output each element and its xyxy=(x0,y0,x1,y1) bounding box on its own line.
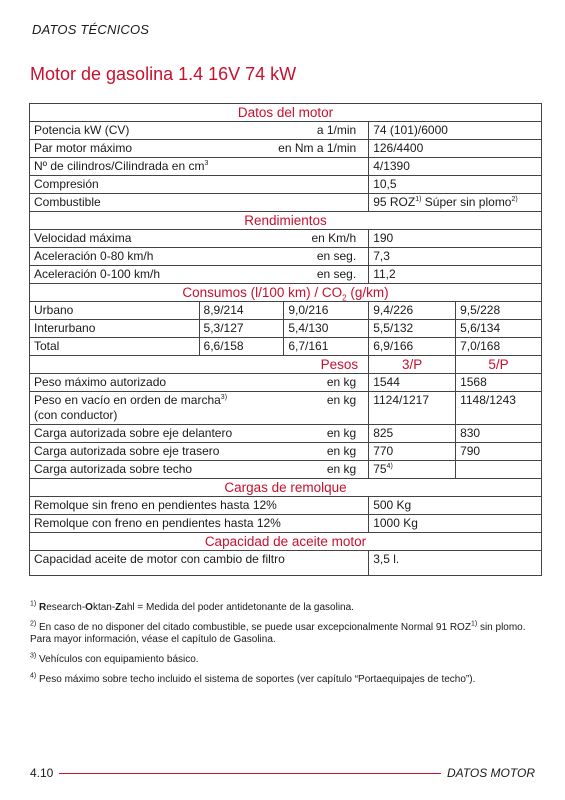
row-value: 770 xyxy=(369,443,456,461)
table-row xyxy=(30,374,542,392)
table-row xyxy=(30,515,542,533)
row-value: 95 ROZ$^{1)}$ Súper sin plomo$^{2)}$ xyxy=(369,194,542,212)
section-heading-weights: Pesos xyxy=(30,356,369,374)
table-row xyxy=(30,176,542,194)
footer-rule xyxy=(59,773,441,774)
table-row xyxy=(30,158,542,176)
row-value: 7,0/168 xyxy=(456,338,542,356)
column-header-5p: 5/P xyxy=(456,356,542,374)
table-row xyxy=(30,122,542,140)
table-row xyxy=(30,320,542,338)
row-value xyxy=(456,461,542,479)
section-heading-towing: Cargas de remolque xyxy=(30,479,542,497)
row-value: 74 (101)/6000 xyxy=(369,122,542,140)
section-heading-consumption: Consumos (l/100 $km) / CO_2$ (g/km) xyxy=(30,284,542,302)
row-value: 6,7/161 xyxy=(284,338,369,356)
column-header-3p: 3/P xyxy=(369,356,456,374)
row-value: 8,9/214 xyxy=(199,302,284,320)
row-label: Aceleración 0-80 km/h en seg. xyxy=(30,248,369,266)
row-value: 500 Kg xyxy=(369,497,542,515)
page-number: 4.10 xyxy=(30,766,54,780)
row-label: Carga autorizada sobre techo en kg xyxy=(30,461,369,479)
row-value: 126/4400 xyxy=(369,140,542,158)
table-row xyxy=(30,443,542,461)
row-value: 825 xyxy=(369,425,456,443)
section-heading-engine: Datos del motor xyxy=(30,104,542,122)
row-label: Peso máximo autorizado en kg xyxy=(30,374,369,392)
row-value: 9,0/216 xyxy=(284,302,369,320)
footnote: $^{2)}$ En caso de no disponer del citado combustible, se puede usar excepcionalmente Normal 91 ROZ$^{1)}$ sin plomo. Para mayor información, véase el capítulo de Gasolina. xyxy=(30,620,526,645)
row-value: 9,5/228 xyxy=(456,302,542,320)
row-label: Aceleración 0-100 km/h en seg. xyxy=(30,266,369,284)
section-row-towing xyxy=(30,479,542,497)
footnote: $^{1)}$ Research-Oktan-Zahl = Medida del poder antidetonante de la gasolina. xyxy=(30,600,354,613)
table-row xyxy=(30,266,542,284)
row-value: 3,5 l. xyxy=(369,551,542,576)
row-value: 1000 Kg xyxy=(369,515,542,533)
section-row-consumption xyxy=(30,284,542,302)
row-label: Carga autorizada sobre eje delantero en kg xyxy=(30,425,369,443)
row-value: 7,3 xyxy=(369,248,542,266)
table-row xyxy=(30,338,542,356)
table-row xyxy=(30,392,542,425)
footer-section: DATOS MOTOR xyxy=(446,766,535,780)
row-value: 6,6/158 xyxy=(199,338,284,356)
table-row xyxy=(30,140,542,158)
row-value: 190 xyxy=(369,230,542,248)
row-value: 4/1390 xyxy=(369,158,542,176)
row-label: Par motor máximo en Nm a 1/min xyxy=(30,140,369,158)
row-label: Interurbano xyxy=(30,320,200,338)
row-value: 10,5 xyxy=(369,176,542,194)
row-value: 830 xyxy=(456,425,542,443)
page-footer xyxy=(30,766,535,780)
section-row-performance xyxy=(30,212,542,230)
row-value: 5,6/134 xyxy=(456,320,542,338)
section-heading-oil: Capacidad de aceite motor xyxy=(30,533,542,551)
row-label: Total xyxy=(30,338,200,356)
table-row xyxy=(30,248,542,266)
section-row-engine xyxy=(30,104,542,122)
row-label: Remolque con freno en pendientes hasta 12% xyxy=(30,515,369,533)
table-row xyxy=(30,497,542,515)
row-value: 5,4/130 xyxy=(284,320,369,338)
section-heading-performance: Rendimientos xyxy=(30,212,542,230)
row-value: 9,4/226 xyxy=(369,302,456,320)
row-value: 5,5/132 xyxy=(369,320,456,338)
row-label: Urbano xyxy=(30,302,200,320)
row-value: 1568 xyxy=(456,374,542,392)
spec-table xyxy=(29,103,542,576)
row-value: 790 xyxy=(456,443,542,461)
row-label: Nº de cilindros/Cilindrada en $cm^3$ xyxy=(30,158,369,176)
row-value: 11,2 xyxy=(369,266,542,284)
row-label: Peso en vacío en orden de marcha$^{3)}$ en kg (con conductor) xyxy=(30,392,369,425)
row-label: Compresión xyxy=(30,176,369,194)
row-value: 1544 xyxy=(369,374,456,392)
row-value: 1148/1243 xyxy=(456,392,542,425)
footnote: $^{3)}$ Vehículos con equipamiento básico. xyxy=(30,652,199,665)
section-row-weights xyxy=(30,356,542,374)
row-label: Capacidad aceite de motor con cambio de filtro xyxy=(30,551,369,576)
header-section-title: DATOS TÉCNICOS xyxy=(32,22,150,37)
row-label: Carga autorizada sobre eje trasero en kg xyxy=(30,443,369,461)
table-row xyxy=(30,425,542,443)
row-label: Remolque sin freno en pendientes hasta 12% xyxy=(30,497,369,515)
row-value: 5,3/127 xyxy=(199,320,284,338)
table-row xyxy=(30,302,542,320)
table-row xyxy=(30,551,542,576)
row-value: 1124/1217 xyxy=(369,392,456,425)
table-row xyxy=(30,461,542,479)
page-title: Motor de gasolina 1.4 16V 74 kW xyxy=(30,64,297,84)
footnote: $^{4)}$ Peso máximo sobre techo incluido el sistema de soportes (ver capítulo “Portaequipajes de techo”). xyxy=(30,672,476,685)
row-label: Potencia kW (CV) a 1/min xyxy=(30,122,369,140)
row-value: 6,9/166 xyxy=(369,338,456,356)
section-row-oil xyxy=(30,533,542,551)
row-label: Velocidad máxima en Km/h xyxy=(30,230,369,248)
table-row xyxy=(30,194,542,212)
row-value: 75$^{4)}$ xyxy=(369,461,456,479)
row-label: Combustible xyxy=(30,194,369,212)
footnotes xyxy=(30,602,530,694)
table-row xyxy=(30,230,542,248)
